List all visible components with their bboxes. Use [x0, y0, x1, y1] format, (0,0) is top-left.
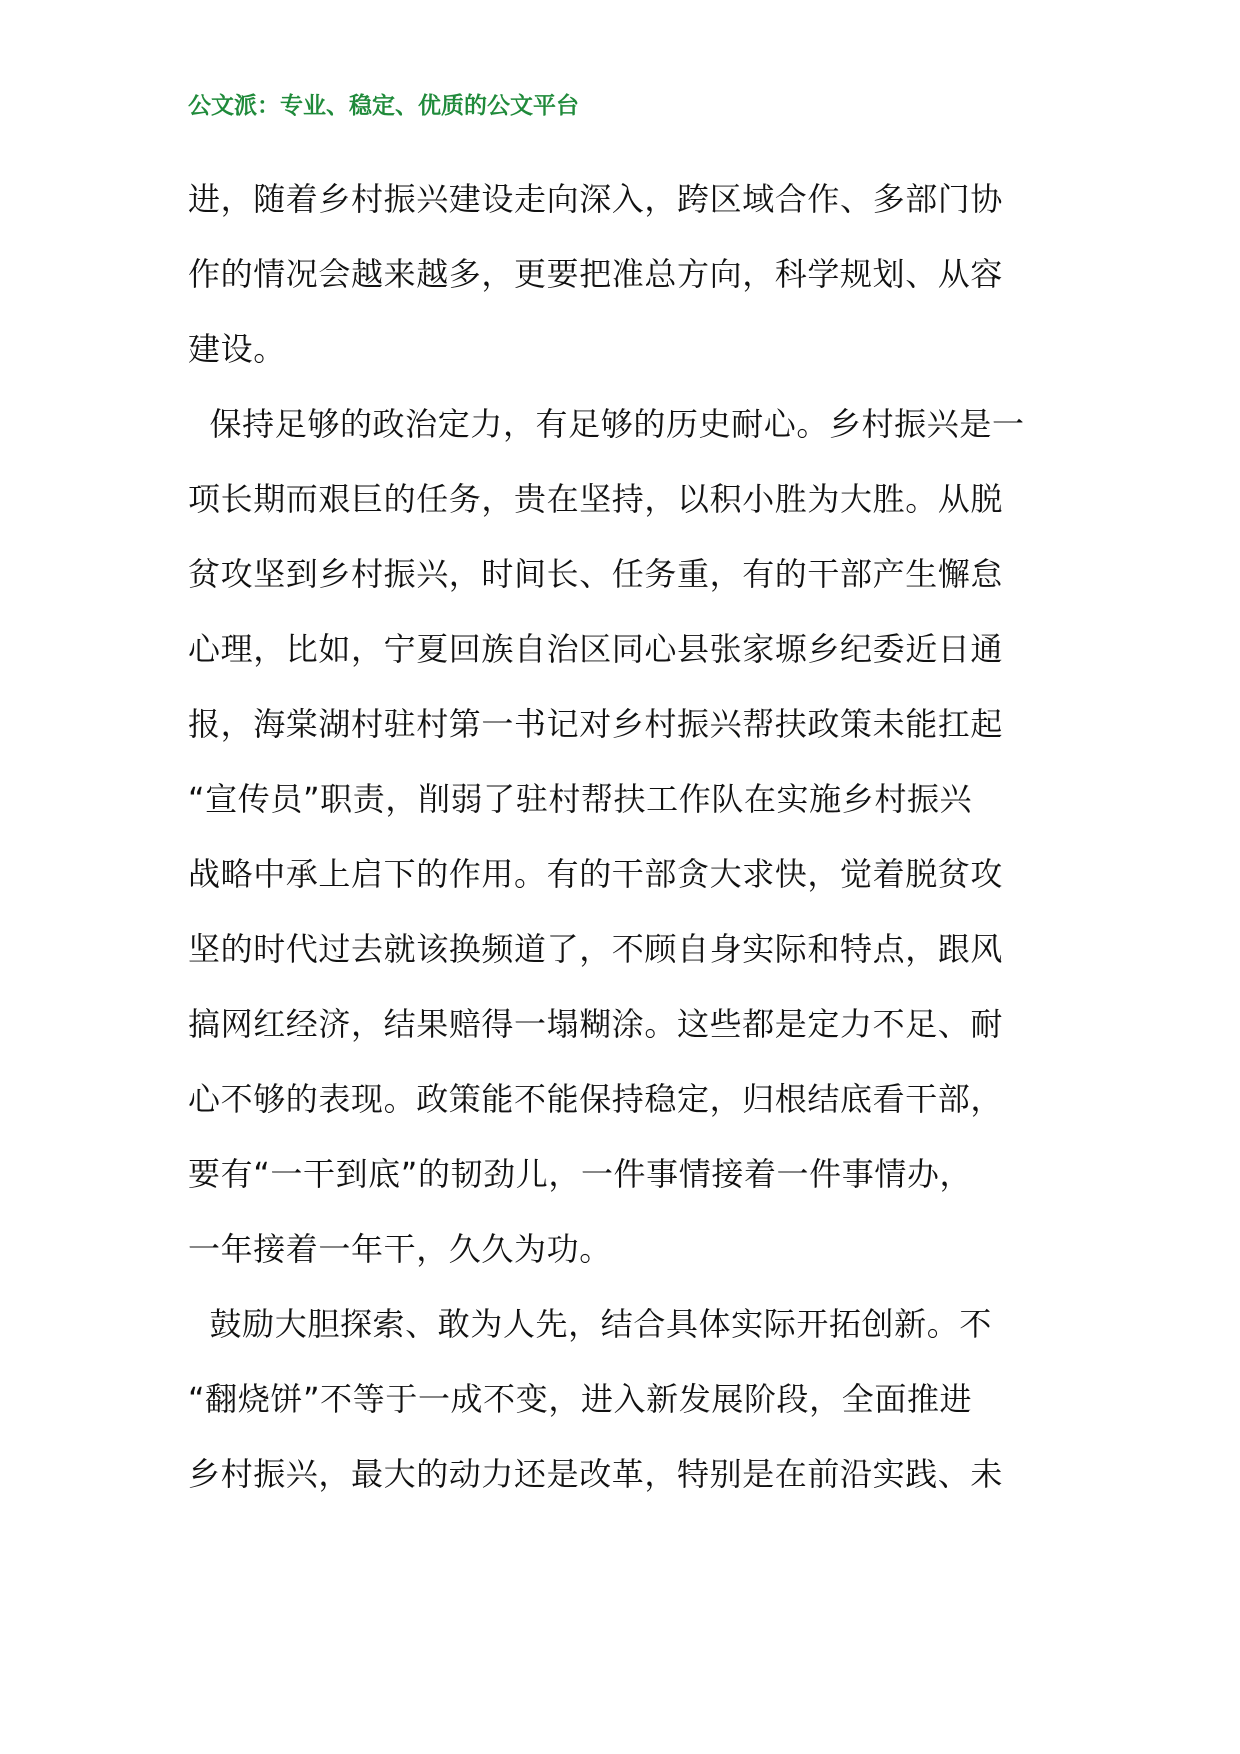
- text-line: “翻烧饼”不等于一成不变，进入新发展阶段，全面推进: [188, 1380, 973, 1418]
- text-line: 要有“一干到底”的韧劲儿，一件事情接着一件事情办，: [188, 1155, 973, 1193]
- text-line: 贫攻坚到乡村振兴，时间长、任务重，有的干部产生懈怠: [188, 555, 1004, 593]
- text-line: 战略中承上启下的作用。有的干部贪大求快，觉着脱贫攻: [188, 855, 1004, 893]
- text-line: 保持足够的政治定力，有足够的历史耐心。乡村振兴是一: [188, 405, 1025, 443]
- text-line: 报，海棠湖村驻村第一书记对乡村振兴帮扶政策未能扛起: [188, 705, 1004, 743]
- text-line: 项长期而艰巨的任务，贵在坚持，以积小胜为大胜。从脱: [188, 480, 1004, 518]
- text-line: 乡村振兴，最大的动力还是改革，特别是在前沿实践、未: [188, 1455, 1004, 1493]
- text-line: 坚的时代过去就该换频道了，不顾自身实际和特点，跟风: [188, 930, 1004, 968]
- text-line: 建设。: [188, 330, 286, 368]
- text-line: 搞网红经济，结果赔得一塌糊涂。这些都是定力不足、耐: [188, 1005, 1004, 1043]
- text-line: 心不够的表现。政策能不能保持稳定，归根结底看干部，: [188, 1080, 1004, 1118]
- text-line: 进，随着乡村振兴建设走向深入，跨区域合作、多部门协: [188, 180, 1004, 218]
- text-line: 作的情况会越来越多，更要把准总方向，科学规划、从容: [188, 255, 1004, 293]
- text-line: 鼓励大胆探索、敢为人先，结合具体实际开拓创新。不: [188, 1305, 992, 1343]
- text-line: 心理，比如，宁夏回族自治区同心县张家塬乡纪委近日通: [188, 630, 1004, 668]
- header-title: 公文派：专业、稳定、优质的公文平台: [188, 92, 579, 119]
- text-line: “宣传员”职责，削弱了驻村帮扶工作队在实施乡村振兴: [188, 780, 973, 818]
- body-text: [188, 162, 1056, 1512]
- text-line: 一年接着一年干，久久为功。: [188, 1230, 612, 1268]
